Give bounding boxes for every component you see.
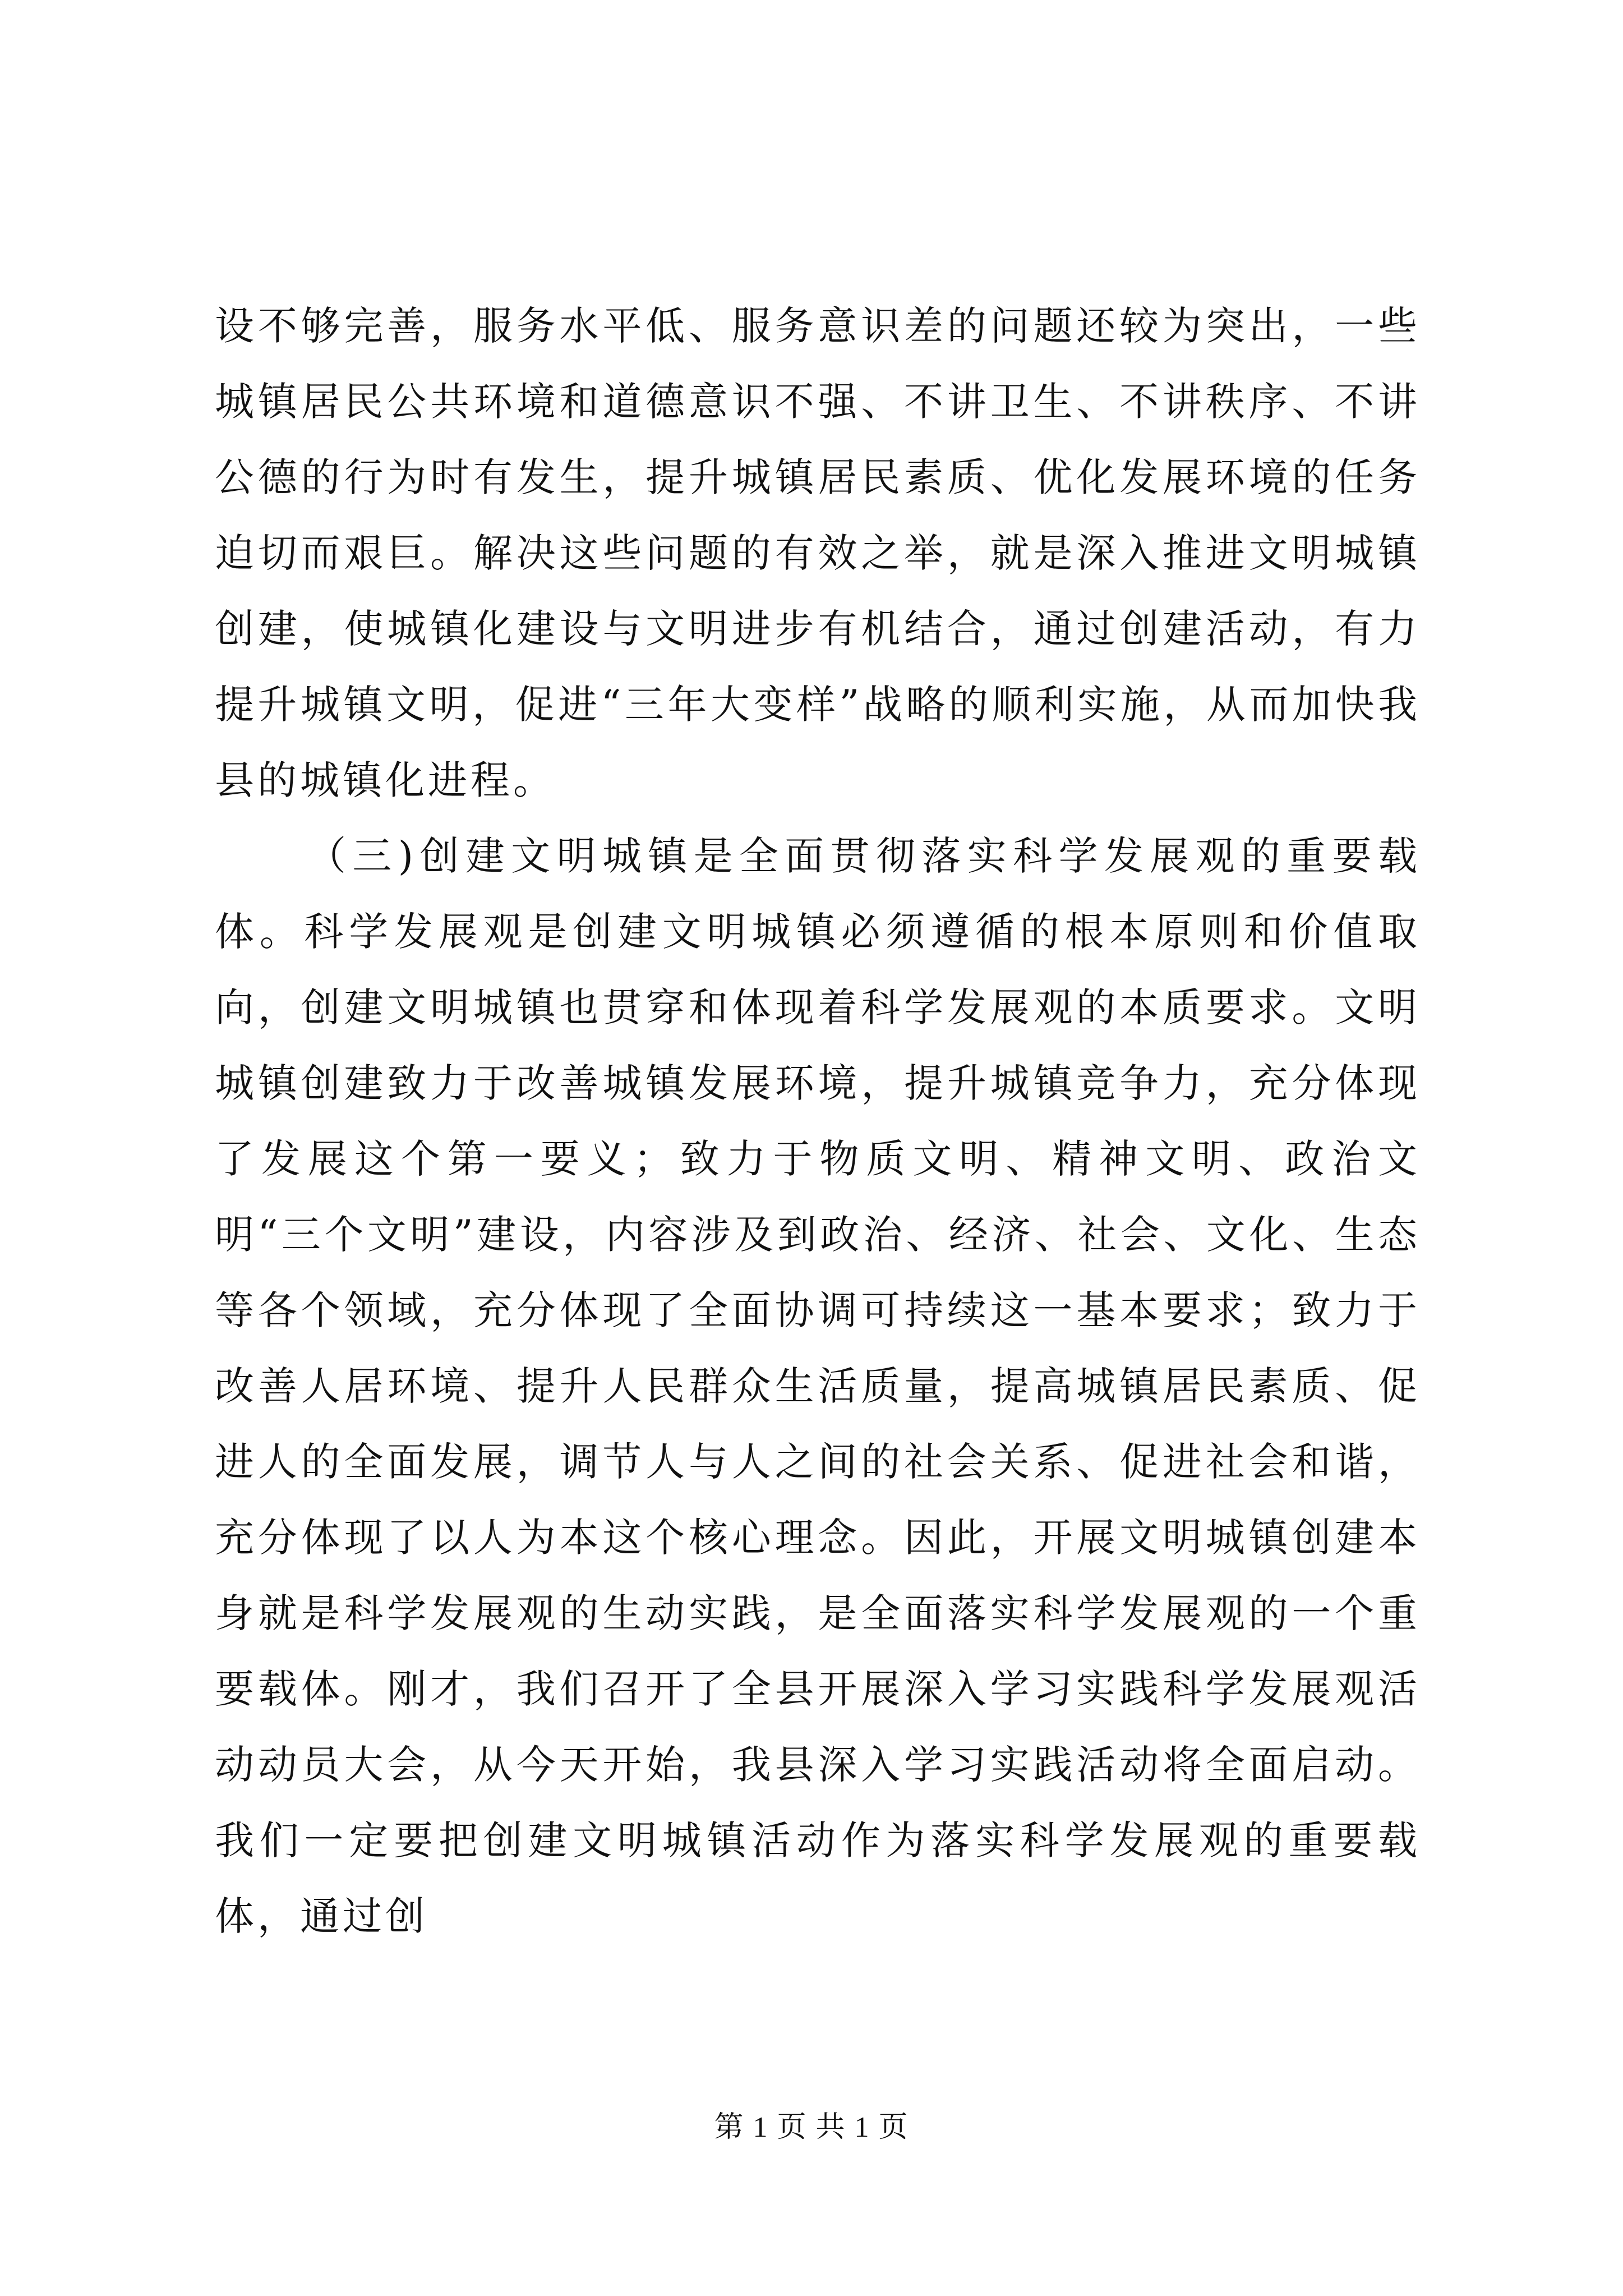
paragraph-section-three: （三)创建文明城镇是全面贯彻落实科学发展观的重要载体。科学发展观是创建文明城镇必须遵循的根本原则和价值取向，创建文明城镇也贯穿和体现着科学发展观的本质要求。文明城镇创建致力于改善城镇发展环境，提升城镇竞争力，充分体现了发展这个第一要义；致力于物质文明、精神文明、政治文明“三个文明”建设，内容涉及到政治、经济、社会、文化、生态等各个领域，充分体现了全面协调可持续这一基本要求；致力于改善人居环境、提升人民群众生活质量，提高城镇居民素质、促进人的全面发展，调节人与人之间的社会关系、促进社会和谐，充分体现了以人为本这个核心理念。因此，开展文明城镇创建本身就是科学发展观的生动实践，是全面落实科学发展观的一个重要载体。刚才，我们召开了全县开展深入学习实践科学发展观活动动员大会，从今天开始，我县深入学习实践活动将全面启动。我们一定要把创建文明城镇活动作为落实科学发展观的重要载体，通过创: [215, 833, 1421, 1939]
paragraph-continued: 设不够完善，服务水平低、服务意识差的问题还较为突出，一些城镇居民公共环境和道德意识不强、不讲卫生、不讲秩序、不讲公德的行为时有发生，提升城镇居民素质、优化发展环境的任务迫切而艰巨。解决这些问题的有效之举，就是深入推进文明城镇创建，使城镇化建设与文明进步有机结合，通过创建活动，有力提升城镇文明，促进“三年大变样”战略的顺利实施，从而加快我县的城镇化进程。: [215, 303, 1421, 803]
document-body: [215, 288, 1421, 1954]
page-footer: 第 1 页 共 1 页: [714, 2111, 909, 2143]
